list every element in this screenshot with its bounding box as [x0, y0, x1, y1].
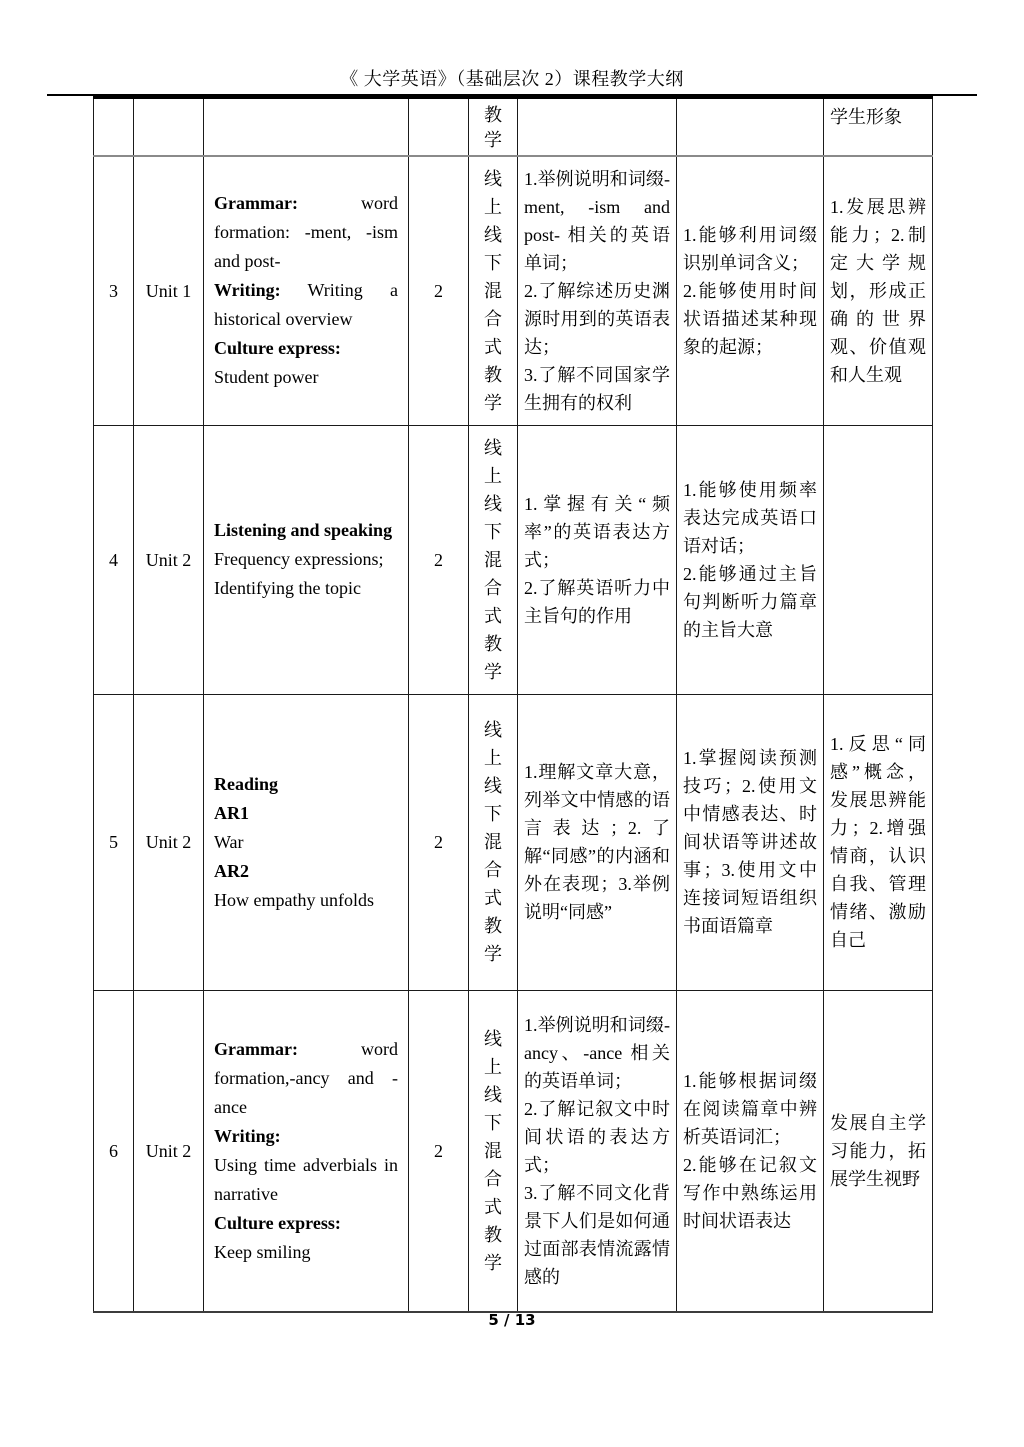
method-cell [469, 156, 518, 425]
hours-cell: 2 [409, 990, 469, 1312]
content-line: AR1 [214, 802, 249, 823]
objective-paragraph: 1.掌握有关“频率”的英语表达方式； [524, 493, 670, 570]
content-line: Culture express: [214, 338, 341, 359]
content-line: Culture express: [214, 1212, 341, 1233]
row-number-cell [94, 98, 134, 157]
content-cell [204, 694, 409, 990]
content-line: War [214, 831, 244, 852]
objective-paragraph: 2.能够在记叙文写作中熟练运用时间状语表达 [683, 1154, 817, 1231]
table-row [94, 694, 933, 990]
objective-paragraph: 2.了解记叙文中时间状语的表达方式； [524, 1098, 670, 1175]
objective-paragraph: 1.举例说明和词缀-ancy、-ance 相关的英语单词； [524, 1014, 670, 1091]
quality-objectives-cell [824, 156, 933, 425]
content-line: Writing: [214, 1125, 281, 1146]
method-cell [469, 694, 518, 990]
content-line: Grammar: word formation: -ment, -ism and post- [214, 193, 398, 272]
objective-paragraph: 2.能够使用时间状语描述某种现象的起源； [683, 280, 817, 357]
objective-paragraph: 1.举例说明和词缀-ment, -ism and post- 相关的英语单词； [524, 168, 670, 273]
ability-objectives-cell [677, 156, 824, 425]
objective-paragraph: 3.了解不同文化背景下人们是如何通过面部表情流露情感的 [524, 1182, 670, 1287]
row-number-cell: 4 [94, 425, 134, 694]
objective-paragraph: 3.了解不同国家学生拥有的权利 [524, 364, 670, 413]
unit-cell: Unit 2 [134, 694, 204, 990]
objective-paragraph: 1.理解文章大意，列举文中情感的语言表达；2.了解“同感”的内涵和外在表现；3.举例说明“同感” [524, 762, 670, 922]
unit-cell: Unit 2 [134, 425, 204, 694]
ability-objectives-cell [677, 98, 824, 157]
method-vertical-text: 线上线下混合式教学 [484, 1028, 502, 1273]
objective-paragraph: 1.掌握阅读预测技巧；2.使用文中情感表达、时间状语等讲述故事；3.使用文中连接词短语组织书面语篇章 [683, 748, 817, 936]
content-line: Listening and speaking [214, 520, 393, 540]
ability-objectives-cell [677, 425, 824, 694]
content-cell [204, 990, 409, 1312]
method-cell [469, 990, 518, 1312]
objective-paragraph: 1.能够根据词缀在阅读篇章中辨析英语词汇； [683, 1070, 817, 1147]
content-line: Keep smiling [214, 1241, 311, 1262]
hours-cell: 2 [409, 694, 469, 990]
method-vertical-text: 线上线下混合式教学 [484, 437, 502, 682]
unit-cell [134, 98, 204, 157]
knowledge-objectives-cell [518, 98, 677, 157]
content-line: AR2 [214, 860, 249, 881]
quality-objectives-cell [824, 990, 933, 1312]
content-line: Grammar: word formation,-ancy and -ance [214, 1038, 398, 1117]
table-row [94, 156, 933, 425]
syllabus-table [93, 96, 933, 1313]
page-number: 5 / 13 [488, 1311, 536, 1329]
quality-objectives-cell [824, 425, 933, 694]
quality-objectives-cell [824, 98, 933, 157]
row-number-cell: 6 [94, 990, 134, 1312]
unit-cell: Unit 2 [134, 990, 204, 1312]
objective-paragraph: 1.能够使用频率表达完成英语口语对话； [683, 479, 817, 556]
continuation-row [94, 98, 933, 157]
objective-paragraph: 1.能够利用词缀识别单词含义； [683, 224, 817, 273]
content-line: Using time adverbials in narrative [214, 1154, 398, 1204]
objective-paragraph: 发展自主学习能力，拓展学生视野 [830, 1112, 926, 1189]
content-cell [204, 425, 409, 694]
content-line: Writing: Writing a historical overview [214, 280, 398, 330]
content-cell [204, 98, 409, 157]
content-cell [204, 156, 409, 425]
row-number-cell: 3 [94, 156, 134, 425]
content-line: How empathy unfolds [214, 889, 374, 910]
table-row [94, 990, 933, 1312]
method-cell [469, 98, 518, 157]
objective-paragraph: 学生形象 [830, 107, 902, 127]
table-row [94, 425, 933, 694]
page-title: 《 大学英语》（基础层次 2）课程教学大纲 [340, 69, 684, 89]
method-vertical-text: 教学 [484, 105, 502, 150]
ability-objectives-cell [677, 990, 824, 1312]
row-number-cell: 5 [94, 694, 134, 990]
content-line: Reading [214, 773, 279, 794]
hours-cell: 2 [409, 425, 469, 694]
unit-cell: Unit 1 [134, 156, 204, 425]
hours-cell: 2 [409, 156, 469, 425]
method-cell [469, 425, 518, 694]
content-line: Student power [214, 367, 319, 388]
objective-paragraph: 1.反思“同感”概念，发展思辨能力；2.增强情商，认识自我、管理情绪、激励自己 [830, 734, 926, 950]
method-vertical-text: 线上线下混合式教学 [484, 720, 502, 964]
objective-paragraph: 2.能够通过主旨句判断听力篇章的主旨大意 [683, 563, 817, 640]
objective-paragraph: 1.发展思辨能力；2.制定大学规划，形成正确的世界观、价值观和人生观 [830, 196, 926, 385]
content-line: Frequency expressions; [214, 549, 384, 569]
objective-paragraph: 2.了解英语听力中主旨句的作用 [524, 577, 670, 626]
method-vertical-text: 线上线下混合式教学 [484, 168, 502, 413]
content-line: Identifying the topic [214, 578, 361, 598]
hours-cell [409, 98, 469, 157]
knowledge-objectives-cell [518, 694, 677, 990]
ability-objectives-cell [677, 694, 824, 990]
quality-objectives-cell [824, 694, 933, 990]
knowledge-objectives-cell [518, 156, 677, 425]
knowledge-objectives-cell [518, 425, 677, 694]
knowledge-objectives-cell [518, 990, 677, 1312]
objective-paragraph: 2.了解综述历史渊源时用到的英语表达； [524, 280, 670, 357]
